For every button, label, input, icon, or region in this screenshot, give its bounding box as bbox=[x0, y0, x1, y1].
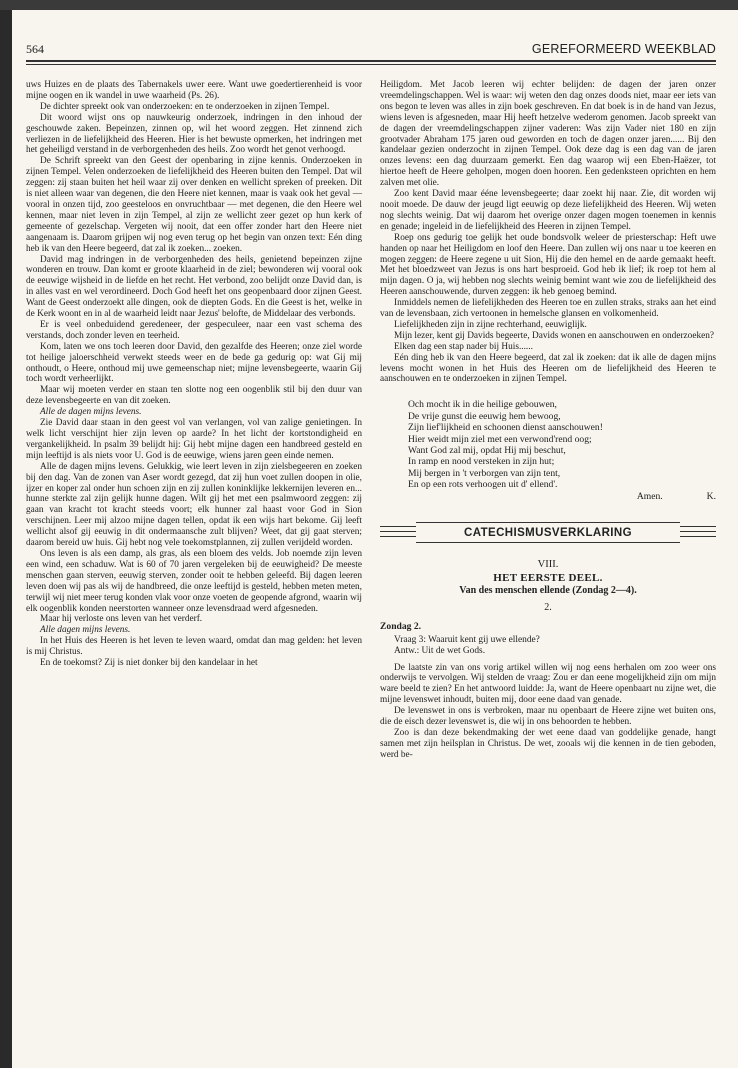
poem bbox=[408, 399, 716, 502]
amen-text: Amen. bbox=[636, 490, 663, 502]
header-rule-thin bbox=[26, 64, 716, 65]
paragraph: De levenswet in ons is verbroken, maar nu openbaart de Heere zijne wet buiten ons, die de eisch dezer levenswet is, die wij in ons behoorden te hebben. bbox=[380, 706, 716, 728]
section-rule bbox=[416, 542, 680, 543]
paragraph: De laatste zin van ons vorig artikel willen wij nog eens herhalen om zoo weer ons onderwijs te vervolgen. Wij stelden de vraag: Zou er dan eene mogelijkheid zijn om mijn ware beeld te zien? En het antwoord luidde: Ja, want de Heere openbaart nu zijne wet, die mijne levenswet inhoudt, buiten mij, door eene daad van genade. bbox=[380, 662, 716, 706]
paragraph: Dit woord wijst ons op nauwkeurig onderzoek, indringen in den inhoud der geschouwde zaken. Bepeinzen, zinnen op, wil het woord zeggen. Het zinnend zich verliezen in de liefelijkheid des Heeren. Hier is het bewuste opmerken, het indringen met het geheiligd verstand in de verborgenheden des heils. Zoo wordt het genot verhoogd. bbox=[26, 112, 362, 156]
paragraph: Inmiddels nemen de liefelijkheden des Heeren toe en zullen straks, straks aan het eind van de levensbaan, zich vertoonen in hemelsche glansen en volkomenheid. bbox=[380, 298, 716, 320]
chapter-number: VIII. bbox=[537, 559, 559, 571]
section-rule bbox=[380, 526, 416, 527]
paragraph: Roep ons gedurig toe gelijk het oude bondsvolk weleer de priesterschap: Heft uwe handen op naar het Heiligdom en loof den Heere. Dan zullen wij ons naar u toe keeren en mogen zeggen: de Heere zegene u uit Sion, Hij die den hemel en de aarde gemaakt heeft. Met het bloedzweet van Jezus is ons hart besproeid. God heb ik lief; ik roep tot hem al mijn dagen. O ja, wij hebben nog slechts weinig bemint want wie zou de liefelijkheid des Heeren aanschouwende, durven zeggen: ik heb genoeg bemind. bbox=[380, 232, 716, 298]
poem-line: In ramp en nood versteken in zijn hut; bbox=[408, 456, 555, 468]
paragraph: Mijn lezer, kent gij Davids begeerte, Davids wonen en aanschouwen en onderzoeken? bbox=[394, 330, 714, 341]
paragraph: Maar wij moeten verder en staan ten slotte nog een oogenblik stil bij den duur van deze levensbegeerte en van dit zoeken. bbox=[26, 385, 362, 407]
poem-line: Want God zal mij, opdat Hij mij beschut, bbox=[408, 445, 566, 456]
section-rule bbox=[680, 526, 716, 527]
paragraph: Ons leven is als een damp, als gras, als een bloem des velds. Job noemde zijn leven een wind, een schaduw. Wat is 60 of 70 jaren vergeleken bij de eeuwigheid? De meeste menschen gaan sterven, eeuwig sterven, zonder ooit te hebben geleefd. Bij dagen leeren leven doen wij pas als wij de handbreed, die onze leeftijd is gesteld, hebben meten meten, terwijl wij niet meer terug konden vlak voor onze voeten de geopende afgrond, waarin wij elk oogenblik konden neerstorten wanneer onze levensdraad werd afgesneden. bbox=[26, 548, 362, 614]
header-rule bbox=[26, 60, 716, 62]
paragraph: Kom, laten we ons toch leeren door David, den gezalfde des Heeren; onze ziel worde tot heilige jaloerschheid verwekt steeds weer en de bede ga gedurig op: wat Gij mij onthoudt, o Heere, onthoud mij uwe gemeenschap niet; mijne levensbegeerte, waarin Gij toch wordt verheerlijkt. bbox=[26, 341, 362, 385]
poem-line: Och mocht ik in die heilige gebouwen, bbox=[408, 399, 557, 411]
author-signature: K. bbox=[706, 490, 716, 502]
poem-line: Zijn lief'lijkheid en schoonen dienst aanschouwen! bbox=[408, 422, 603, 434]
paragraph: Er is veel onbeduidend geredeneer, der gespeculeer, naar een vast schema des verstands, doch zonder leven en teerheid. bbox=[26, 319, 362, 341]
part-title: HET EERSTE DEEL. bbox=[493, 571, 603, 584]
paragraph: En de toekomst? Zij is niet donker bij den kandelaar in het bbox=[40, 658, 258, 669]
paragraph: In het Huis des Heeren is het leven te leven waard, omdat dan mag gelden: het leven is mij Christus. bbox=[26, 636, 362, 658]
question: Vraag 3: Waaruit kent gij uwe ellende? bbox=[394, 634, 540, 645]
paragraph: Zoo kent David maar ééne levensbegeerte; daar zoekt hij naar. Zie, dit worden wij nooit moede. De dauw der jeugd ligt eeuwig op deze liefelijkheid des Heeren. Wij weten nog slechts weinig. Dat wij daarom het overige onzer dagen mogen toenemen in kennis en genade; ingeleid in de liefelijkheid des Heeren in zijnen Tempel. bbox=[380, 189, 716, 232]
scan-edge-left bbox=[0, 0, 12, 1068]
paragraph: Liefelijkheden zijn in zijne rechterhand, eeuwiglijk. bbox=[394, 319, 587, 330]
part-subtitle: Van des menschen ellende (Zondag 2—4). bbox=[459, 584, 637, 596]
poem-line: De vrije gunst die eeuwig hem bewoog, bbox=[408, 410, 561, 422]
page-number: 564 bbox=[26, 42, 44, 56]
poem-line: Mij bergen in 't verborgen van zijn tent, bbox=[408, 467, 561, 479]
paragraph-italic: Alle de dagen mijns levens. bbox=[40, 407, 142, 418]
paragraph: Alle de dagen mijns levens. Gelukkig, wie leert leven in zijn zielsbegeeren en zoeken bij den dag. Van de zonen van Aser wordt gezegd, dat zij hun voet zullen doopen in olie, ijzer en koper zal onder hun schoen zijn en zij zullen koninklijke lekkernijen leveren en... hunne sterkte zal zijn gelijk hunne dagen. Wilt gij het met een psalmwoord zeggen: zij gaan van kracht tot kracht steeds voort; elk hunner zal haast voor God in Sion verschijnen. Leer mij alzoo mijne dagen tellen, opdat ik een wijs hart bekome. Gij leeft wellicht alsof gij eeuwig in dit ondermaansche zult blijven? Weet, dat gij gaat sterven; daarom bereid uw huis. Gij hebt nog vele toekomstplannen, zij zullen verijdeld worden. bbox=[26, 461, 362, 549]
sub-number: 2. bbox=[544, 601, 552, 613]
paragraph: Zoo is dan deze bekendmaking der wet eene daad van goddelijke genade, hangt samen met zijn heilsplan in Christus. De wet, zooals wij die kennen in de tien geboden, werd be- bbox=[380, 728, 716, 760]
poem-line: Hier weidt mijn ziel met een verwond'rend oog; bbox=[408, 433, 592, 445]
paragraph: Elken dag een stap nader bij Huis...... bbox=[394, 341, 533, 352]
paragraph-italic: Alle dagen mijns levens. bbox=[40, 625, 131, 636]
publication-title: GEREFORMEERD WEEKBLAD bbox=[531, 42, 716, 56]
page-header bbox=[26, 42, 716, 58]
poem-line: En op een rots verhoogen uit d' ellend'. bbox=[408, 479, 558, 491]
poem-signoff bbox=[408, 491, 716, 502]
paragraph: De Schrift spreekt van den Geest der openbaring in zijne kennis. Onderzoeken in zijnen Tempel. Velen onderzoeken de liefelijkheid des Heeren buiten den Tempel. Dat wil zeggen: zij staan buiten het heil waar zij over denken en wellicht spreken of preeken. Dit is niet alleen waar van degenen, die den Heere niet kennen, maar is vaak ook het geval — vooral in onzen tijd, zoo geesteloos en onvruchtbaar — met degenen, die den Heere wel kennen, maar niet leven in zijn Tempel, al zijn ze wellicht zeer gezet op hun kerk of gemeente of gezelschap. Vergeten wij nooit, dat een offer zonder hart den Heere niet aangenaam is. Daarom grijpen wij nog even terug op het begin van onzen text: Eén ding heb ik van den Heere begeerd, dat zal ik zoeken... zoeken. bbox=[26, 156, 362, 254]
paragraph: Eén ding heb ik van den Heere begeerd, dat zal ik zoeken: dat ik alle de dagen mijns levens mocht wonen in het Huis des Heeren om de liefelijkheid des Heeren te aanschouwen en te onderzoeken in zijnen Tempel. bbox=[380, 352, 716, 385]
paragraph: Maar hij verloste ons leven van het verderf. bbox=[40, 614, 203, 625]
paragraph: David mag indringen in de verborgenheden des heils, genietend bepeinzen zijne wonderen en trouw. Dan komt er groote klaarheid in de ziel; bewonderen wij vooral ook de eeuwige wijsheid in de liefde en het recht. Het verbond, zoo belijdt onze David dan, is in alles vast en wel verordineerd. Doch God heeft het ons geopenbaard door zijnen Geest. Want de Geest onderzoekt alle dingen, ook de diepten Gods. En die Geest is het, welke in de Kerk woont en in al de waarheid leidt naar Jezus' belofte, de Middelaar des verbonds. bbox=[26, 254, 362, 320]
right-column bbox=[380, 80, 716, 761]
paragraph: Zie David daar staan in den geest vol van verlangen, vol van zalige genietingen. In welk licht verschijnt hier zijn leven op aarde? In het licht der kortstondigheid en vergankelijkheid. In psalm 39 belijdt hij: Gij hebt mijne dagen een handbreed gesteld en mijn leeftijd is als niets voor U. God is de eeuwige, wiens jaren geen einde nemen. bbox=[26, 418, 362, 461]
paragraph: De dichter spreekt ook van onderzoeken: en te onderzoeken in zijnen Tempel. bbox=[40, 101, 330, 112]
scan-edge-top bbox=[0, 0, 738, 10]
section-title: CATECHISMUSVERKLARING bbox=[464, 527, 632, 540]
sunday-heading: Zondag 2. bbox=[380, 620, 422, 632]
paragraph: Heiligdom. Met Jacob leeren wij echter belijden: de dagen der jaren onzer vreemdelingschappen. Wel is waar: wij weten den dag onzes doods niet, maar eer iets van ons begon te leven was alles in zijn boek geschreven. En dat boek is in de hand van Jezus, wiens leven is afgesneden, maar Hij heeft hetzelve wederom genomen. Jacob spreekt van de dagen der vreemdelingschappen zijner vaderen: Was zijn Vader niet 180 en zijn grootvader Abraham 175 jaren oud geworden en toch de dagen onzer jaren...... Bij den kandelaar gezien onderzocht in zijnen Tempel. Ook deze dag is een dag van de jaren onzes levens: een dag duurzaam gemerkt. Een dag waarop wij een Eben-Haëzer, tot hiertoe heeft de Heere geholpen, mogen doen hooren. Een gedenksteen oprichten en hem zalven met olie. bbox=[380, 80, 716, 189]
answer: Antw.: Uit de wet Gods. bbox=[394, 645, 486, 656]
section-header bbox=[380, 520, 716, 550]
paragraph: uws Huizes en de plaats des Tabernakels uwer eere. Want uwe goedertierenheid is voor mijne oogen en ik wandel in uwe waarheid (Ps. 26). bbox=[26, 80, 362, 101]
section-rule bbox=[416, 522, 680, 523]
left-column bbox=[26, 80, 362, 669]
